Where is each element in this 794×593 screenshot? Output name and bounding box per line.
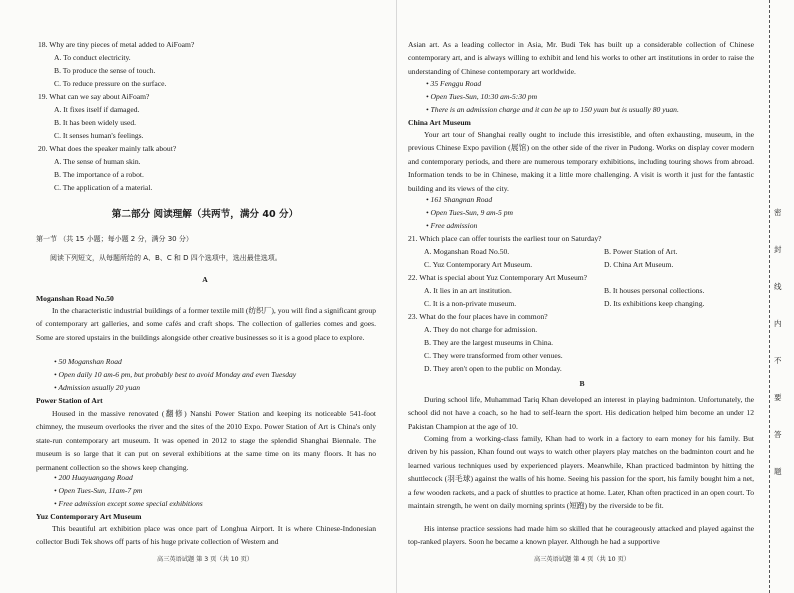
china-art-text: Your art tour of Shanghai really ought to include this irresistible, and often exhausting, museum, in the previous Chinese Expo pavilion (展馆) on the other side of the river in Pudong. Works on display cover modern and contemporary periods, and there are numerous temporary exhibitions, including touring shows from abroad. Information tends to be in Chinese, making it a little more challenging. A visit is worth it just for the fantastic building and its views of the city.	[408, 130, 754, 193]
q23-option-a: A. They do not charge for admission.	[424, 325, 538, 334]
moganshan-admission: • Admission usually 20 yuan	[54, 383, 141, 392]
power-station-hours: • Open Tues-Sun, 11am-7 pm	[54, 486, 143, 495]
power-station-address: • 200 Huayuangang Road	[54, 473, 133, 482]
q22-option-a: A. It lies in an art institution.	[424, 286, 512, 295]
passage-b-label: B	[579, 379, 585, 388]
page-footer-right: 高三英语试题 第 4 页（共 10 页）	[534, 556, 630, 563]
reading-instructions: 阅读下列短文，从每题所给的 A、B、C 和 D 四个选项中，选出最佳选项。	[50, 254, 282, 262]
q23-option-c: C. They were transformed from other venues.	[424, 351, 563, 360]
question-21: 21. Which place can offer tourists the earliest tour on Saturday?	[408, 234, 602, 243]
passage-b-para-3: His intense practice sessions had made him so skilled that he courageously attacked and played against the top-ranked players. Soon he became a known player. Although he had a supportive	[408, 524, 754, 547]
moganshan-address: • 50 Moganshan Road	[54, 357, 122, 366]
q21-option-a: A. Moganshan Road No.50.	[424, 247, 510, 256]
binding-char: 答	[774, 430, 782, 439]
section-one-heading: 第一节 （共 15 小题；每小题 2 分，满分 30 分）	[36, 235, 193, 243]
binding-margin	[760, 0, 794, 593]
yuz-address: • 35 Fenggu Road	[426, 79, 482, 88]
q22-option-b: B. It houses personal collections.	[604, 286, 705, 295]
moganshan-title: Moganshan Road No.50	[36, 294, 114, 303]
binding-char: 要	[774, 393, 782, 402]
binding-char: 不	[774, 356, 782, 365]
question-18: 18. Why are tiny pieces of metal added to AiFoam?	[38, 40, 195, 49]
q20-option-a: A. The sense of human skin.	[54, 157, 141, 166]
binding-char: 内	[774, 319, 782, 328]
question-22: 22. What is special about Yuz Contemporary Art Museum?	[408, 273, 588, 282]
q18-option-a: A. To conduct electricity.	[54, 53, 131, 62]
q18-option-b: B. To produce the sense of touch.	[54, 66, 156, 75]
question-20: 20. What does the speaker mainly talk about?	[38, 144, 177, 153]
binding-char: 密	[774, 208, 782, 217]
q20-option-c: C. The application of a material.	[54, 183, 153, 192]
q19-option-b: B. It has been widely used.	[54, 118, 137, 127]
q19-option-c: C. It senses human's feelings.	[54, 131, 144, 140]
page-divider	[396, 0, 397, 593]
q22-option-c: C. It is a non-private museum.	[424, 299, 517, 308]
moganshan-text: In the characteristic industrial buildings of a former textile mill (纺织厂), you will find a significant group of contemporary art galleries, and some cafés and craft shops. The collection of galleries comes and goes. Some are stored upstairs in the buildings alongside other creative businesses so it is a good place to explore.	[36, 306, 376, 342]
china-art-title: China Art Museum	[408, 118, 471, 127]
power-station-title: Power Station of Art	[36, 396, 103, 405]
q21-option-d: D. China Art Museum.	[604, 260, 674, 269]
passage-b-para-1: During school life, Muhammad Tariq Khan developed an interest in playing badminton. Unfortunately, the school did not have a coach, so he had to self-learn the sport. His dedication helped him become an under 12 Pakistan Champion at the age of 10.	[408, 395, 754, 431]
q19-option-a: A. It fixes itself if damaged.	[54, 105, 140, 114]
china-art-admission: • Free admission	[426, 221, 478, 230]
seal-line	[769, 0, 770, 593]
passage-b-para-2: Coming from a working-class family, Khan had to work in a factory to earn money for his family. But driven by his passion, Khan found out ways to watch other players play matches on the badminton court and he learned various techniques used by experienced players. Meanwhile, Khan practiced badminton by hitting the shuttlecock (羽毛球) against the walls of his home. Seeing his passion for the sport, his family bought him a net, a few wooden rackets, and a pack of shuttles to practice at home. Later, Khan often practiced in an open court. To maintain strength, he went on daily morning sprints (短跑) by the riverside to be fit.	[408, 434, 754, 511]
binding-char: 线	[774, 282, 782, 291]
page-footer-left: 高三英语试题 第 3 页（共 10 页）	[157, 556, 253, 563]
binding-char: 封	[774, 245, 782, 254]
q23-option-d: D. They aren't open to the public on Monday.	[424, 364, 562, 373]
q20-option-b: B. The importance of a robot.	[54, 170, 144, 179]
yuz-hours: • Open Tues-Sun, 10:30 am-5:30 pm	[426, 92, 538, 101]
question-23: 23. What do the four places have in common?	[408, 312, 548, 321]
q23-option-b: B. They are the largest museums in China.	[424, 338, 554, 347]
q22-option-d: D. Its exhibitions keep changing.	[604, 299, 705, 308]
q18-option-c: C. To reduce pressure on the surface.	[54, 79, 167, 88]
q21-option-c: C. Yuz Contemporary Art Museum.	[424, 260, 533, 269]
yuz-title: Yuz Contemporary Art Museum	[36, 512, 142, 521]
power-station-admission: • Free admission except some special exhibitions	[54, 499, 203, 508]
yuz-text: This beautiful art exhibition place was once part of Longhua Airport. It is where Chinese-Indonesian collector Budi Tek shows off parts of his huge private collection of Western and	[36, 524, 376, 547]
power-station-text: Housed in the massive renovated (翻修) Nanshi Power Station and keeping its noticeable 541-foot chimney, the museum overlooks the river and the sites of the 2010 Expo. Power Station of Art is China's only state-run contemporary art museum. It was opened in 2012 to stage the splendid Shanghai Biennale. The museum is so large that it can put on several exhibitions at the same time on its many floors. It has no permanent collection so the shows keep changing.	[36, 409, 376, 472]
passage-a-label: A	[202, 275, 208, 284]
part-two-title: 第二部分 阅读理解（共两节，满分 40 分）	[111, 209, 299, 220]
yuz-admission: • There is an admission charge and it can be up to 150 yuan but is usually 80 yuan.	[426, 105, 679, 114]
moganshan-hours: • Open daily 10 am-6 pm, but probably best to avoid Monday and even Tuesday	[54, 370, 297, 379]
yuz-text-continued: Asian art. As a leading collector in Asia, Mr. Budi Tek has built up a considerable collection of Chinese contemporary art, and is always willing to exhibit and lend his works to other art institutions in order to raise the understanding of Chinese contemporary art worldwide.	[408, 40, 754, 76]
q21-option-b: B. Power Station of Art.	[604, 247, 678, 256]
question-19: 19. What can we say about AiFoam?	[38, 92, 150, 101]
binding-char: 题	[774, 467, 782, 476]
china-art-address: • 161 Shangnan Road	[426, 195, 493, 204]
china-art-hours: • Open Tues-Sun, 9 am-5 pm	[426, 208, 514, 217]
